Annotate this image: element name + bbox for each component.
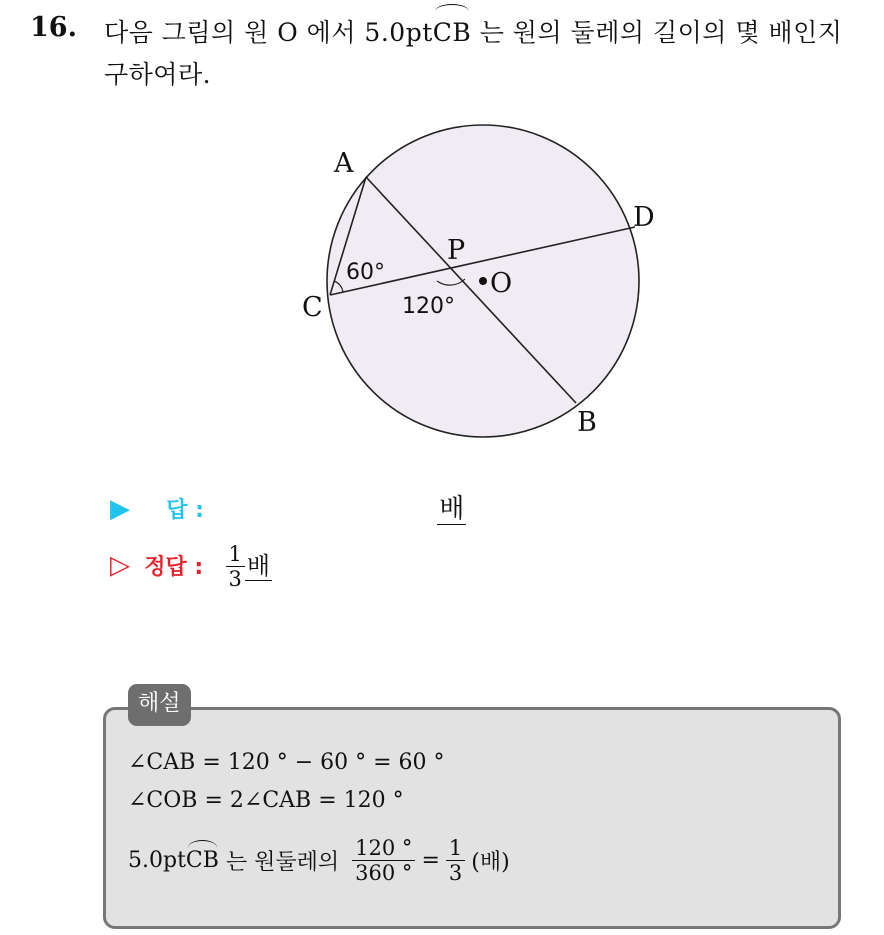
question-number: 16. xyxy=(30,12,77,43)
fraction-result xyxy=(446,836,465,885)
center-dot-o xyxy=(479,277,487,285)
explanation-box xyxy=(103,707,841,929)
fraction2-denominator: 3 xyxy=(448,861,463,885)
correct-marker-icon: ▷ xyxy=(110,550,130,581)
fraction-angle-ratio xyxy=(352,836,415,885)
label-p: P xyxy=(447,235,466,266)
correct-answer-row xyxy=(110,542,272,591)
fraction1-denominator: 360 ° xyxy=(355,861,413,885)
correct-answer-numerator: 1 xyxy=(226,542,245,567)
line3-suffix: (배) xyxy=(471,850,510,875)
question-text-part3: 구하여라. xyxy=(104,60,212,89)
answer-unit: 배 xyxy=(439,494,465,524)
correct-answer-fraction xyxy=(226,542,245,591)
explanation-line-1: ∠CAB = 120 ° − 60 ° = 60 ° xyxy=(128,750,445,775)
line3-arc-cb: CB xyxy=(185,848,219,873)
line3-prefix: 5.0pt xyxy=(128,848,186,873)
correct-answer-label: 정답 : xyxy=(144,554,204,580)
fraction2-numerator: 1 xyxy=(446,836,465,861)
label-o: O xyxy=(490,268,513,299)
label-d: D xyxy=(633,202,655,233)
answer-row xyxy=(110,488,466,525)
explanation-tag: 해설 xyxy=(128,684,191,726)
question-text-part1: 다음 그림의 원 O 에서 5.0pt xyxy=(104,18,433,47)
question-text-part2: 는 원의 둘레의 길이의 몇 배인지 xyxy=(471,18,843,47)
explanation-line-2: ∠COB = 2∠CAB = 120 ° xyxy=(128,788,404,813)
answer-marker-icon: ▶ xyxy=(110,494,130,524)
line3-mid: 는 원둘레의 xyxy=(218,850,347,875)
label-angle-120: 120° xyxy=(402,294,455,319)
fraction1-numerator: 120 ° xyxy=(352,836,415,861)
label-b: B xyxy=(577,407,597,438)
answer-label: 답 : xyxy=(166,498,204,523)
label-angle-60: 60° xyxy=(346,260,385,285)
explanation-line-3 xyxy=(128,836,510,885)
correct-answer-unit: 배 xyxy=(246,551,271,580)
equals-sign: = xyxy=(421,848,440,873)
label-a: A xyxy=(334,148,354,179)
arc-cb-label: CB xyxy=(433,12,472,54)
correct-answer-denominator: 3 xyxy=(228,567,242,591)
label-c: C xyxy=(302,292,323,323)
